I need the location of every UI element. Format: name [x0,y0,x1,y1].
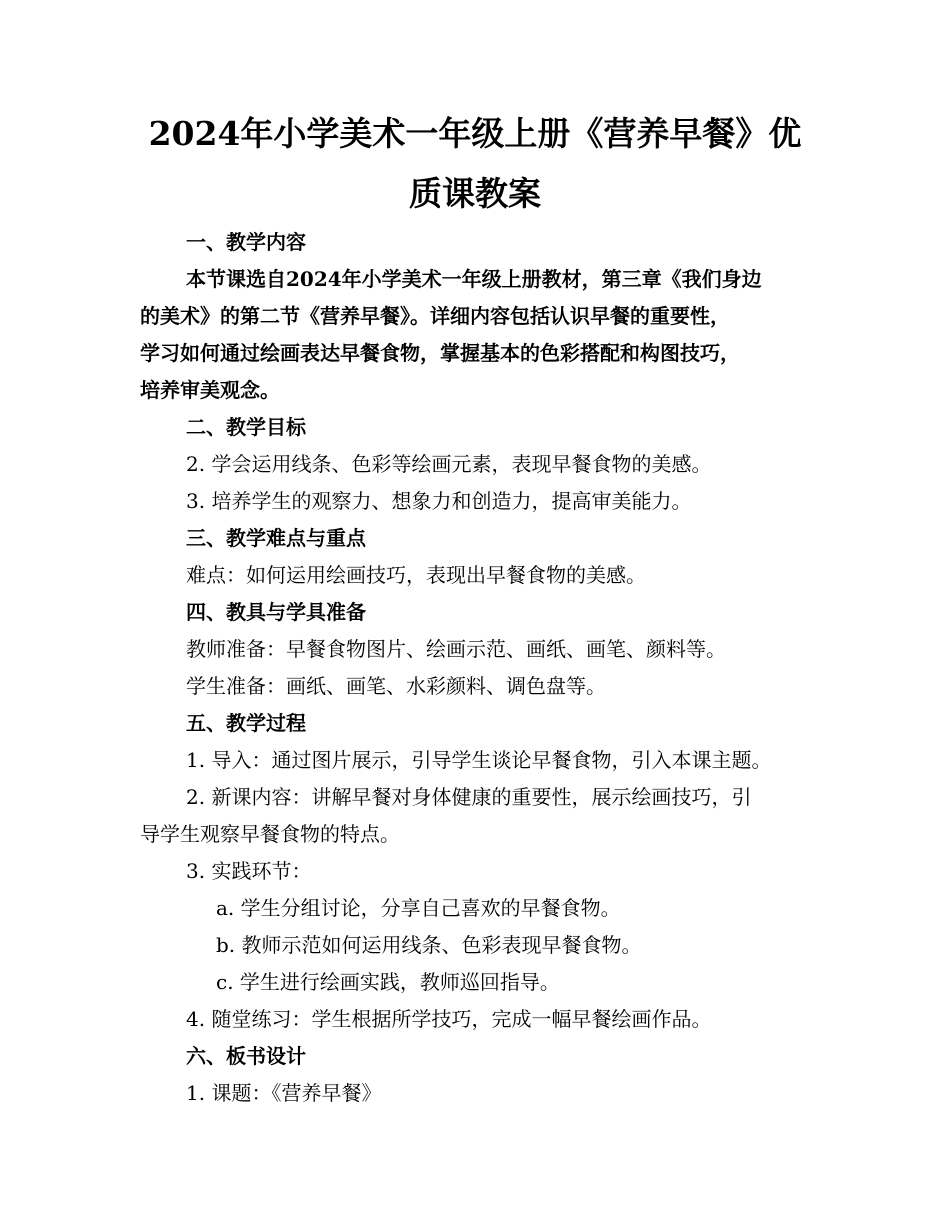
list-item: 1. 课题：《营养早餐》 [186,1081,382,1105]
section-heading-5: 五、教学过程 [186,711,306,735]
section-heading-2: 二、教学目标 [186,415,306,439]
list-item: 2. 新课内容：讲解早餐对身体健康的重要性，展示绘画技巧，引 [186,785,752,809]
list-item: 2. 学会运用线条、色彩等绘画元素，表现早餐食物的美感。 [186,452,712,476]
section-heading-6: 六、板书设计 [186,1044,306,1068]
sub-list-item: c. 学生进行绘画实践，教师巡回指导。 [216,970,560,994]
paragraph-line: 本节课选自2024年小学美术一年级上册教材，第三章《我们身边 [186,267,762,291]
document-title [120,104,830,224]
list-item: 3. 培养学生的观察力、想象力和创造力，提高审美能力。 [186,489,692,513]
list-item-continuation: 导学生观察早餐食物的特点。 [140,822,400,846]
title-line-2: 质课教案 [409,174,541,213]
list-item: 3. 实践环节： [186,859,312,883]
section-heading-4: 四、教具与学具准备 [186,600,366,624]
paragraph-line: 的美术》的第二节《营养早餐》。详细内容包括认识早餐的重要性， [140,304,730,328]
paragraph-line: 学生准备：画纸、画笔、水彩颜料、调色盘等。 [186,674,606,698]
paragraph-line: 教师准备：早餐食物图片、绘画示范、画纸、画笔、颜料等。 [186,637,726,661]
paragraph-line: 学习如何通过绘画表达早餐食物，掌握基本的色彩搭配和构图技巧， [140,341,740,365]
paragraph-line: 难点：如何运用绘画技巧，表现出早餐食物的美感。 [186,563,646,587]
list-item: 4. 随堂练习：学生根据所学技巧，完成一幅早餐绘画作品。 [186,1007,712,1031]
paragraph-line: 培养审美观念。 [140,378,280,402]
section-heading-1: 一、教学内容 [186,230,306,254]
sub-list-item: b. 教师示范如何运用线条、色彩表现早餐食物。 [216,933,642,957]
sub-list-item: a. 学生分组讨论，分享自己喜欢的早餐食物。 [216,896,621,920]
list-item: 1. 导入：通过图片展示，引导学生谈论早餐食物，引入本课主题。 [186,748,772,772]
title-line-1: 2024年小学美术一年级上册《营养早餐》优 [148,114,802,153]
section-heading-3: 三、教学难点与重点 [186,526,366,550]
